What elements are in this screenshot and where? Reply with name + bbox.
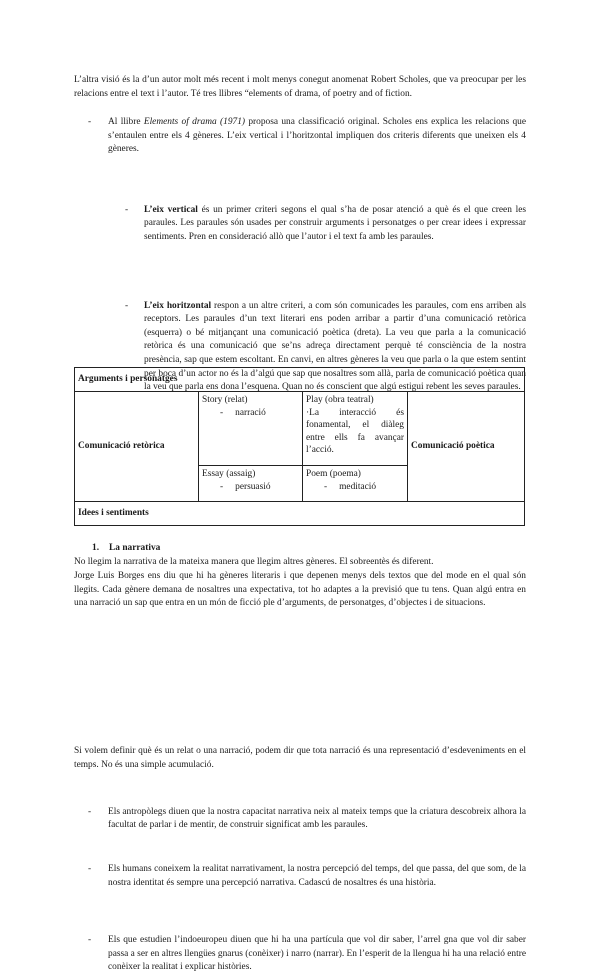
book-title: Elements of drama (1971) <box>143 117 245 127</box>
bullet-text-pre: Al llibre <box>108 117 144 127</box>
play-label: Play (obra teatral) <box>306 395 374 405</box>
section-heading <box>92 542 160 556</box>
essay-label: Essay (assaig) <box>202 469 256 479</box>
list-item: - Els humans coneixem la realitat narrativament, la nostra percepció del temps, del que passa, del que som, de la nostra identitat és sempre una percepció narrativa. Cadascú de nosaltres és una història. <box>88 863 526 888</box>
table-cell-essay <box>199 466 303 502</box>
sub-bullet-vertical-axis <box>74 204 526 245</box>
term-vertical-axis: L’eix vertical <box>144 204 198 215</box>
sub-bullet-dash: - <box>125 204 129 215</box>
narrative-para-2: Jorge Luis Borges ens diu que hi ha gèneres literaris i que depenen menys dels textos que del mode en el qual són llegits. Cada gènere demana de nosaltres una expectativa, tot ho adaptes a la previsió que tu tens. Quan algú entra en una narració un sap que entra en un món de ficció ple d’arguments, de personatges, d’objectes i de situacions. <box>74 571 526 609</box>
table-cell-top-axis: Arguments i personatges <box>75 368 525 392</box>
list-item: - Els que estudien l’indoeuropeu diuen que hi ha una partícula que vol dir saber, l’arrel gna que vol dir saber passa a ser en altres llengües gnarus (conèixer) i narro (narrar). En l’esperit de la llengua hi ha una relació entre conèixer la realitat i explicar històries. <box>88 935 526 973</box>
intro-paragraph: L’altra visió és la d’un autor molt més recent i molt menys conegut anomenat Robert Scholes, que va preocupar per les relacions entre el text i l’autor. Té tres llibres “elements of drama, of poetry and of fiction. <box>74 75 526 99</box>
genres-table <box>74 367 525 526</box>
bullet-text-post: proposa una classificació original. Scholes ens explica les relacions que s’entaulen entre els 4 gèneres. L’eix vertical i l’horitzontal impliquen dos criteris diferents que uneixen els 4 gèneres. <box>108 117 526 155</box>
table-cell-poetic: Comunicació poètica <box>408 392 525 502</box>
table-cell-poem <box>303 466 408 502</box>
bullet-elements-of-drama <box>74 116 526 157</box>
sub-bullet-dash: - <box>125 300 129 311</box>
vertical-axis-text: és un primer criteri segons el qual s’ha de posar atenció a què és el que creen les paraules. Les paraules són usades per construir arguments i personatges o per crear idees i expressar sentiments. Pren en consideració allò que l’autor i el text fa amb les paraules. <box>144 204 527 242</box>
poem-label: Poem (poema) <box>306 469 361 479</box>
table-cell-bottom-axis: Idees i sentiments <box>75 502 525 526</box>
play-item: ·La interacció és fonamental, el diàleg entre ells fa avançar l’acció. <box>306 407 404 455</box>
table-cell-play <box>303 392 408 466</box>
list-item: - Els antropòlegs diuen que la nostra capacitat narrativa neix al mateix temps que la criatura descobreix alhora la facultat de parlar i de mentir, de construir significat amb les paraules. <box>88 806 526 831</box>
section-number: 1. <box>92 543 100 553</box>
narrative-para-1: No llegim la narrativa de la mateixa manera que llegim altres gèneres. El sobreentès és diferent. <box>74 557 434 567</box>
section-title: La narrativa <box>109 543 161 553</box>
term-horizontal-axis: L’eix horitzontal <box>144 300 212 311</box>
narrative-para-3: Si volem definir què és un relat o una narració, podem dir que tota narració és una representació d’esdeveniments en el temps. No és una simple acumulació. <box>74 746 526 770</box>
poem-item: - meditació <box>324 481 377 492</box>
table-cell-rhetorical: Comunicació retòrica <box>75 392 199 502</box>
bullet-dash: - <box>88 117 92 127</box>
essay-item: - persuasió <box>220 481 271 492</box>
table-cell-story <box>199 392 303 466</box>
horizontal-axis-text: respon a un altre criteri, a com són comunicades les paraules, com ens arriben als receptors. Les paraules d’un text literari ens poden arribar a partir d’una comunicació retòrica (esquerra) o bé mitjançant una comunicació poètica (dreta). La veu que parla a la comunicació retòrica és una comunicació que se’ns adreça directament perquè té consciència de la nostra presència, sap que estem escoltant. En canvi, en altres gèneres la veu que parla o la que estem sentint per boca d’un actor no és la d’algú que sap que nosaltres som allà, parla de comunicació poètica quan la veu que parla ens dona l’esquena. Quan no és conscient que algú estigui rebent les seves paraules. <box>144 300 526 393</box>
story-label: Story (relat) <box>202 395 248 405</box>
story-item: - narració <box>220 407 266 418</box>
